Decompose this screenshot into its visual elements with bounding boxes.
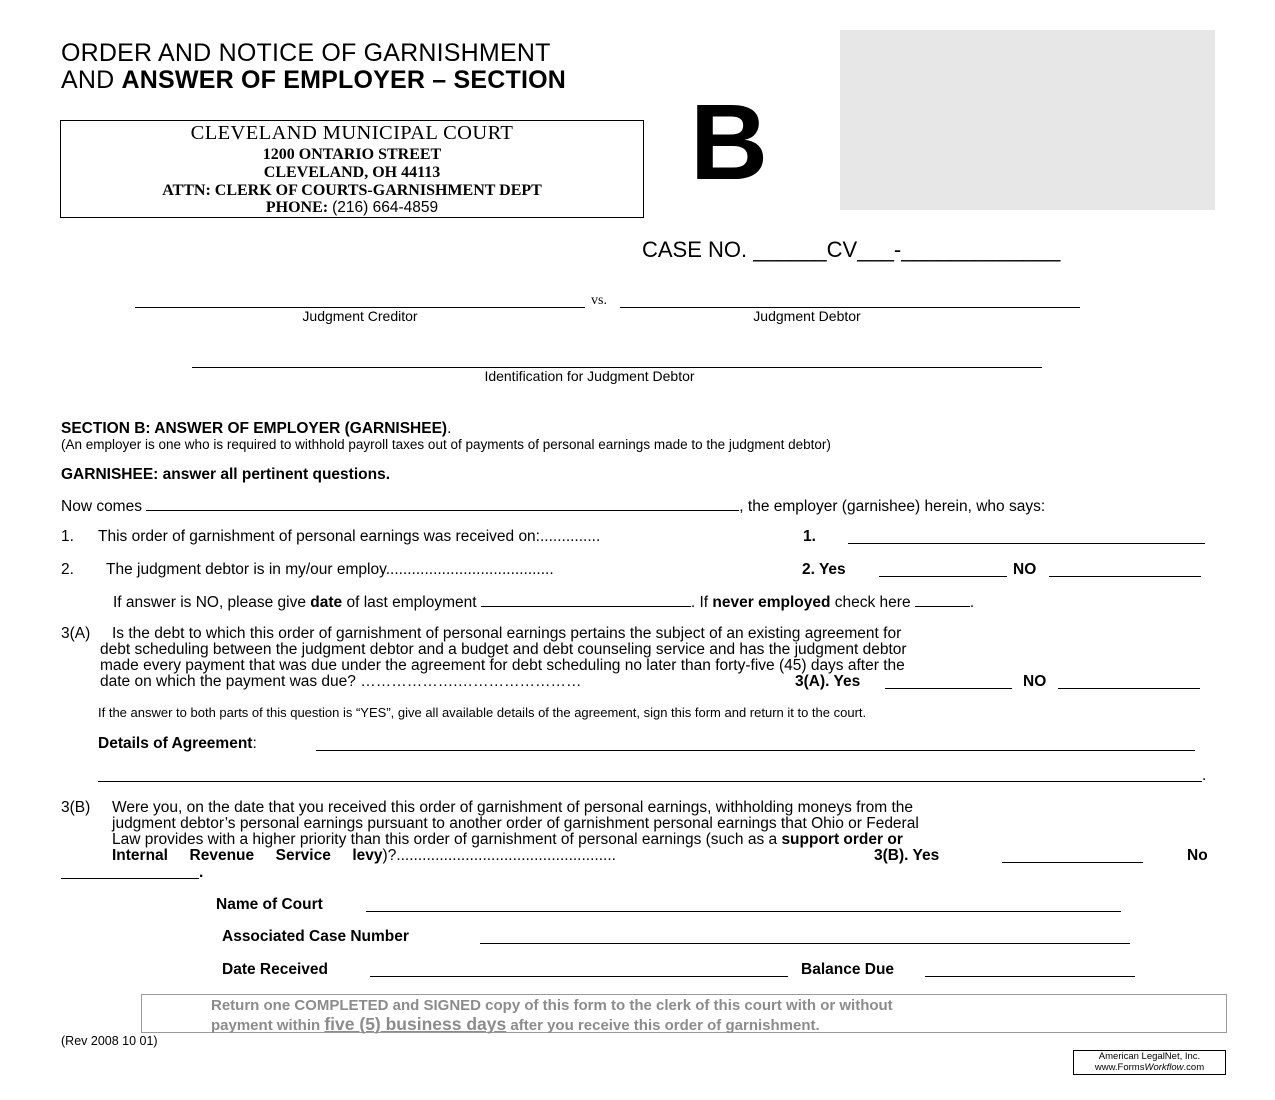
never-employed-label: never employed: [712, 594, 831, 611]
vendor-line2-a: www.Forms: [1094, 1061, 1145, 1073]
section-b-heading-text: SECTION B: ANSWER OF EMPLOYER (GARNISHEE): [61, 420, 448, 437]
section-letter: B: [690, 81, 768, 202]
return-notice-line2: [211, 1014, 820, 1035]
name-of-court-label: Name of Court: [216, 896, 323, 913]
five-business-days: five (5) business days: [324, 1014, 507, 1034]
employer-name-field[interactable]: [146, 497, 739, 511]
q3a-no-field[interactable]: [1058, 688, 1200, 689]
employer-definition: (An employer is one who is required to withhold payroll taxes out of payments of personal earnings made to the judgment debtor): [61, 437, 831, 452]
q3b-line4-b: )?...................................................: [382, 847, 616, 864]
last-employment-date-field[interactable]: [481, 593, 691, 607]
section-b-heading: [61, 420, 451, 438]
vendor-line1: American LegalNet, Inc.: [1098, 1051, 1201, 1062]
q3b-yes-label: 3(B). Yes: [874, 847, 940, 864]
q2-followup-period: .: [969, 594, 975, 611]
details-period: .: [1202, 767, 1207, 784]
revision-label: (Rev 2008 10 01): [61, 1034, 158, 1048]
q2-no-label: NO: [1013, 561, 1037, 578]
q3a-line4: date on which the payment was due? ……………….……………………: [100, 673, 582, 690]
irs-levy-label: Internal Revenue Service levy: [112, 847, 383, 864]
balance-due-field[interactable]: [925, 976, 1135, 977]
garnishee-instruction: GARNISHEE: answer all pertinent questions.: [61, 466, 391, 483]
q2-followup-c: . If: [690, 594, 713, 611]
now-comes-end: , the employer (garnishee) herein, who says:: [739, 498, 1046, 515]
q3a-line1: Is the debt to which this order of garnishment of personal earnings pertains the subject of an existing agreement for: [112, 625, 902, 642]
judgment-creditor-label: Judgment Creditor: [302, 308, 418, 324]
q2-followup: [113, 593, 974, 612]
court-city: CLEVELAND, OH 44113: [263, 164, 441, 181]
q3b-line1: Were you, on the date that you received this order of garnishment of personal earnings, withholding moneys from the: [112, 799, 913, 816]
q3b-line4: [112, 847, 616, 865]
q3b-no-period: .: [199, 864, 204, 881]
return-notice-line2-a: payment within: [211, 1017, 325, 1034]
details-of-agreement-label: Details of Agreement: [98, 735, 253, 752]
q3b-no-field[interactable]: [61, 878, 199, 879]
now-comes-row: [61, 497, 1045, 516]
q3a-no-label: NO: [1023, 673, 1047, 690]
section-b-heading-end: .: [447, 420, 452, 437]
q2-text: The judgment debtor is in my/our employ.......................................: [106, 561, 554, 578]
stamp-area: [840, 30, 1215, 210]
q3a-yes-label: 3(A). Yes: [795, 673, 861, 690]
q3b-line3-a: Law provides with a higher priority than this order of garnishment of personal earnings (such as a: [112, 831, 782, 848]
check-here-label: check here: [830, 594, 911, 611]
q2-no-field[interactable]: [1049, 576, 1201, 577]
name-of-court-field[interactable]: [366, 911, 1121, 912]
vendor-stamp: [1073, 1050, 1226, 1075]
court-attn: ATTN: CLERK OF COURTS-GARNISHMENT DEPT: [162, 182, 542, 199]
vendor-line2: [1074, 1063, 1225, 1074]
associated-case-number-label: Associated Case Number: [222, 928, 409, 945]
return-notice-box: [141, 994, 1227, 1033]
details-colon: :: [252, 735, 257, 752]
details-of-agreement-field-2[interactable]: [98, 781, 1202, 782]
form-title-line1: ORDER AND NOTICE OF GARNISHMENT: [61, 39, 551, 67]
court-phone: [61, 199, 643, 217]
court-address-box: [60, 120, 644, 218]
q3a-note: If the answer to both parts of this question is “YES”, give all available details of the agreement, sign this form and return it to the court.: [98, 705, 867, 720]
date-received-label: Date Received: [222, 961, 328, 978]
never-employed-check-field[interactable]: [915, 593, 970, 607]
case-number-field[interactable]: CASE NO. ______CV___-_____________: [642, 237, 1061, 262]
form-title-line2: [61, 66, 566, 95]
court-street: 1200 ONTARIO STREET: [262, 146, 442, 163]
associated-case-number-field[interactable]: [480, 943, 1130, 944]
title-bold: ANSWER OF EMPLOYER – SECTION: [121, 66, 567, 94]
q3b-number: 3(B): [61, 799, 91, 816]
q2-yes-field[interactable]: [879, 576, 1007, 577]
details-of-agreement-row: [98, 735, 257, 753]
q3a-yes-field[interactable]: [885, 688, 1012, 689]
q2-number: 2.: [61, 561, 74, 578]
q2-followup-b: of last employment: [342, 594, 477, 611]
q2-followup-date: date: [310, 594, 343, 611]
q3b-no-label: No: [1187, 847, 1208, 864]
return-notice-line1: Return one COMPLETED and SIGNED copy of this form to the clerk of this court with or without: [211, 997, 893, 1014]
support-order-label: support order or: [781, 831, 903, 848]
debtor-identification-label: Identification for Judgment Debtor: [484, 368, 695, 384]
court-name: CLEVELAND MUNICIPAL COURT: [190, 122, 514, 144]
q3b-yes-field[interactable]: [1002, 862, 1143, 863]
q1-date-received-field[interactable]: [848, 543, 1205, 544]
q2-followup-a: If answer is NO, please give: [113, 594, 311, 611]
vendor-line2-b: Workflow: [1144, 1061, 1184, 1073]
vs-label: vs.: [591, 293, 607, 308]
phone-number: (216) 664-4859: [332, 199, 439, 216]
q1-answer-label: 1.: [803, 528, 816, 545]
date-received-field[interactable]: [370, 976, 788, 977]
phone-label: PHONE:: [265, 199, 329, 216]
title-prefix: AND: [61, 66, 122, 94]
vendor-line2-c: .com: [1183, 1061, 1205, 1073]
q3b-line2: judgment debtor’s personal earnings pursuant to another order of garnishment personal earnings that Ohio or Federal: [112, 815, 919, 832]
judgment-debtor-label: Judgment Debtor: [753, 308, 861, 324]
details-of-agreement-field[interactable]: [316, 750, 1195, 751]
return-notice-line2-b: after you receive this order of garnishment.: [506, 1017, 820, 1034]
q3a-number: 3(A): [61, 625, 91, 642]
q3a-line2: debt scheduling between the judgment debtor and a budget and debt counseling service and has the judgment debtor: [100, 641, 907, 658]
balance-due-label: Balance Due: [801, 961, 895, 978]
q3a-line3: made every payment that was due under the agreement for debt scheduling no later than forty-five (45) days after the: [100, 657, 905, 674]
q1-number: 1.: [61, 528, 74, 545]
q1-text: This order of garnishment of personal earnings was received on:..............: [98, 528, 601, 545]
q2-yes-label: 2. Yes: [802, 561, 846, 578]
now-comes-label: Now comes: [61, 498, 142, 515]
